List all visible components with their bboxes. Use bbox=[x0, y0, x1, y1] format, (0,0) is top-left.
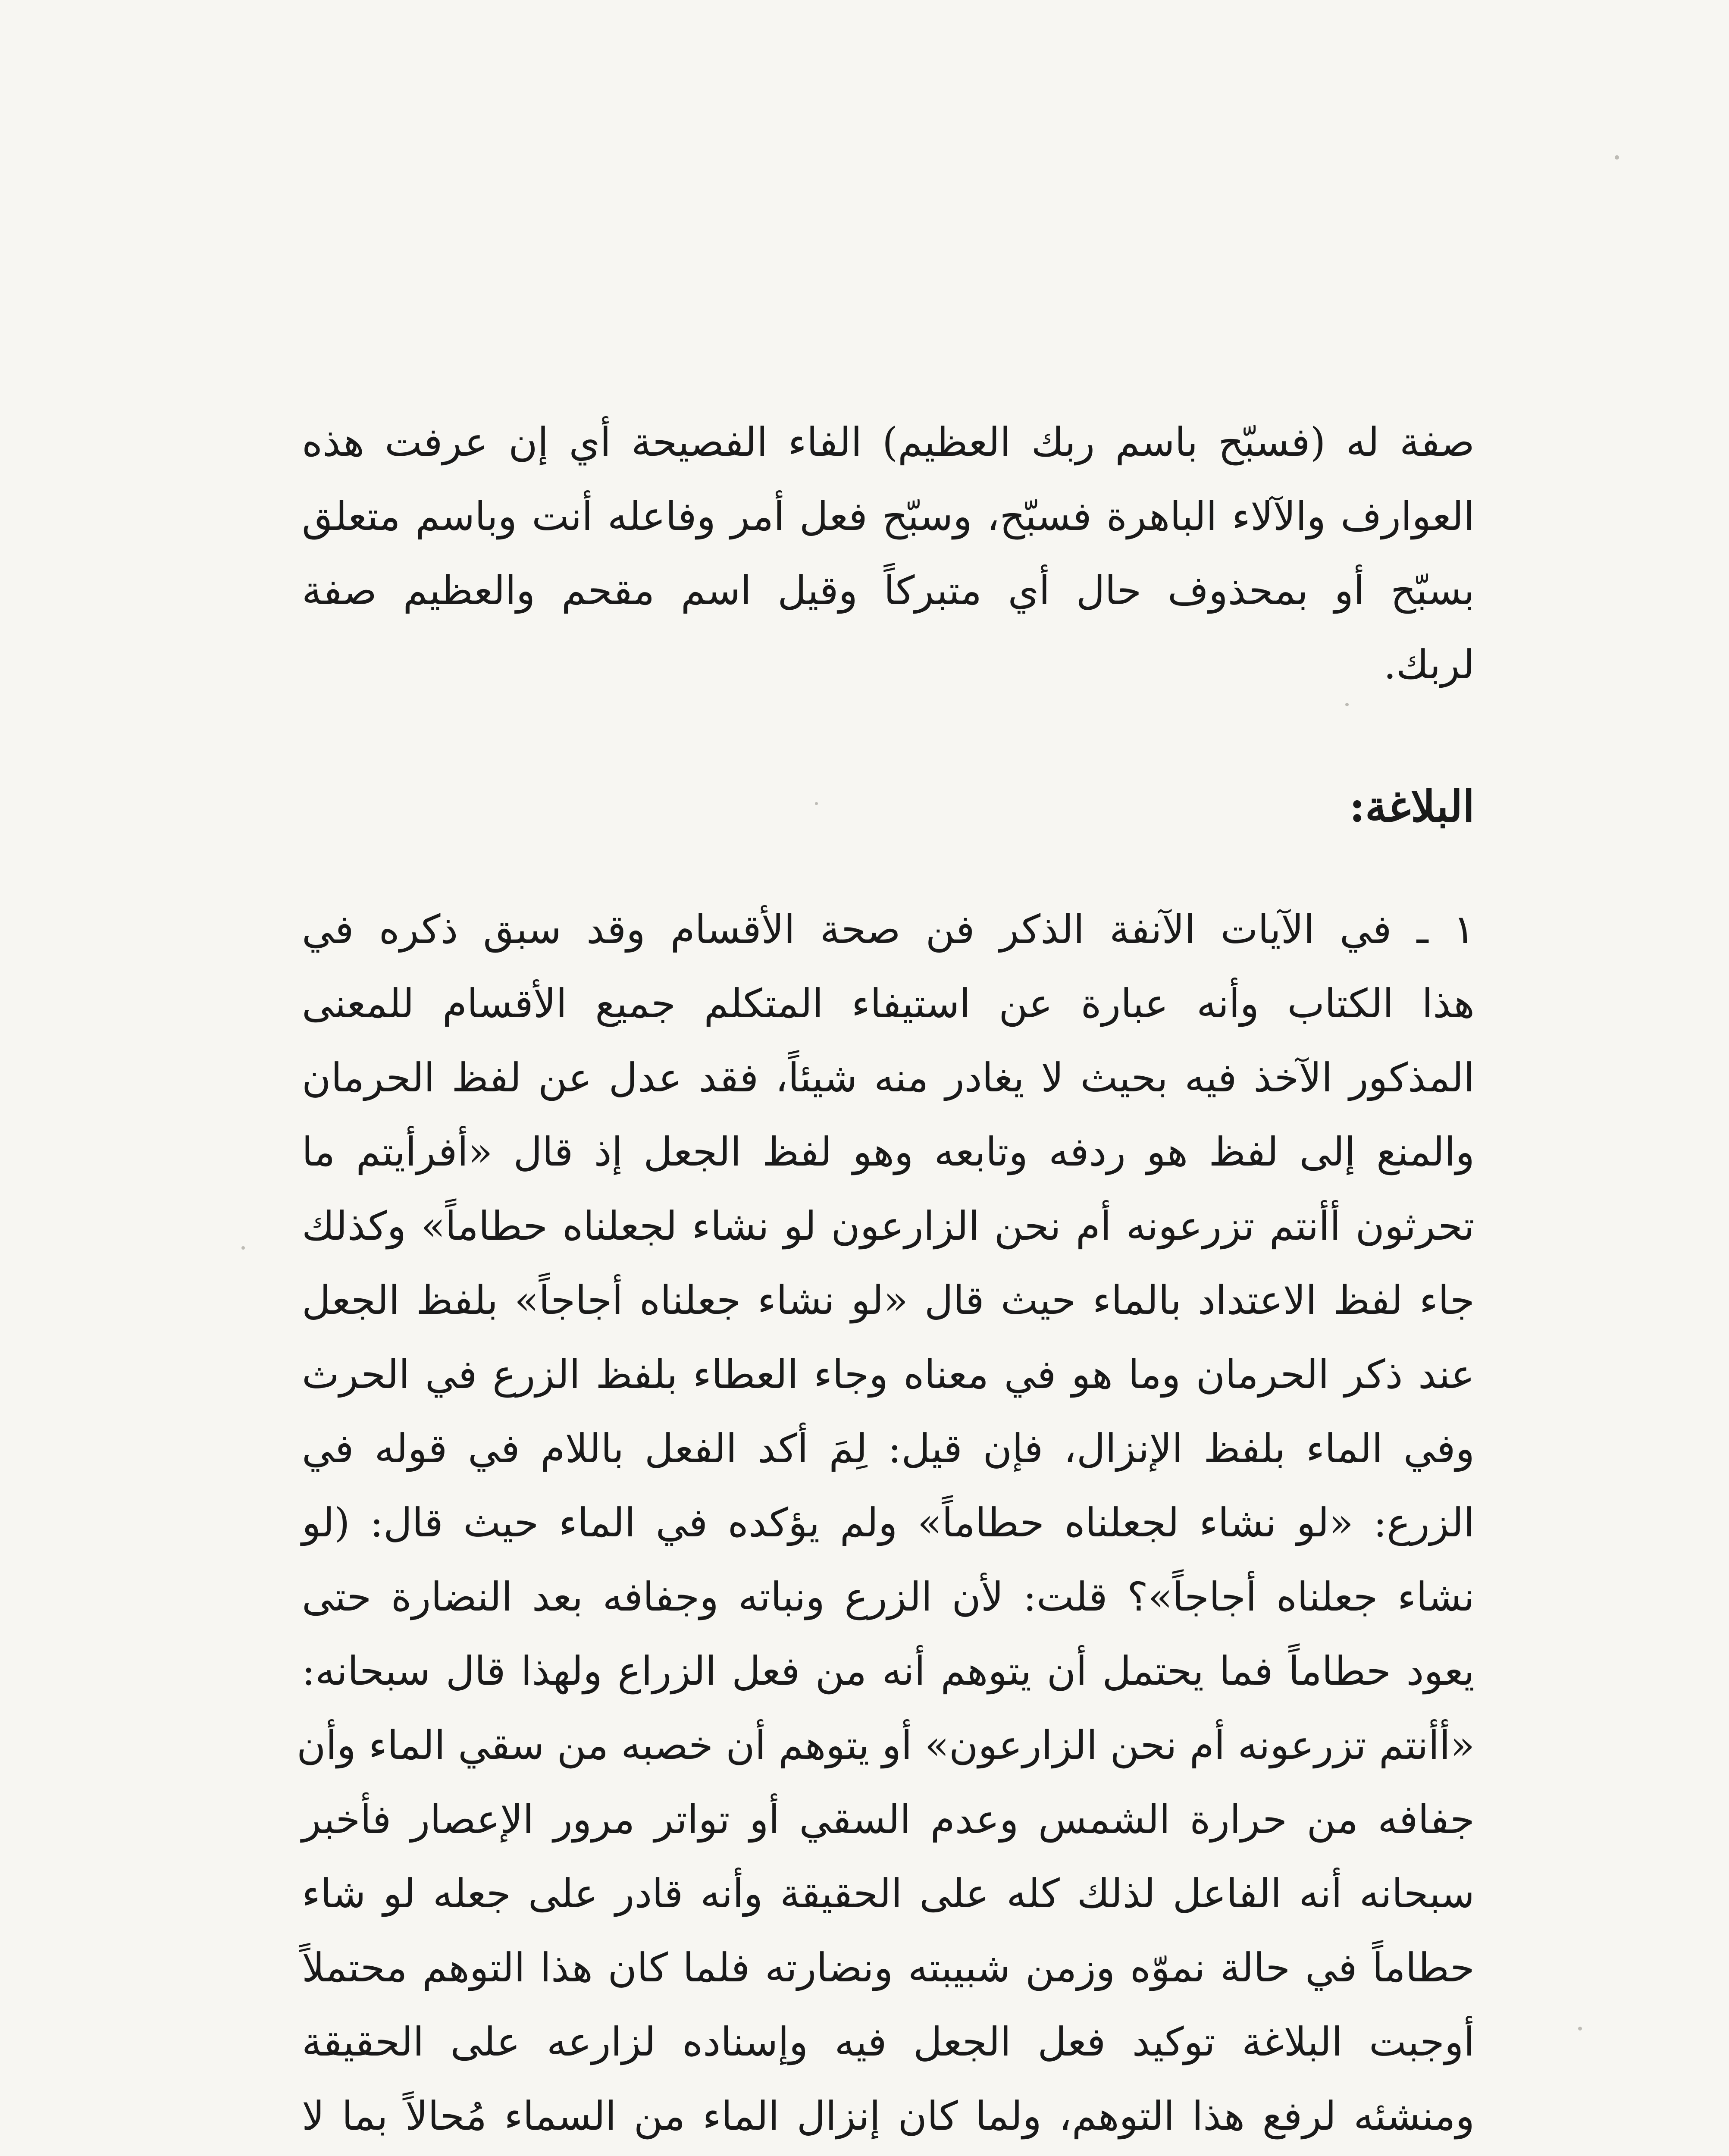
scan-speck bbox=[815, 802, 818, 805]
text-line: والمنع إلى لفظ هو ردفه وتابعه وهو لفظ الجعل إذ قال «أفرأيتم ما bbox=[302, 1129, 1475, 1175]
text-line: جاء لفظ الاعتداد بالماء حيث قال «لو نشاء جعلناه أجاجاً» بلفظ الجعل bbox=[302, 1277, 1475, 1323]
text-line: المذكور الآخذ فيه بحيث لا يغادر منه شيئاً، فقد عدل عن لفظ الحرمان bbox=[302, 1055, 1475, 1101]
text-line: تحرثون أأنتم تزرعونه أم نحن الزارعون لو نشاء لجعلناه حطاماً» وكذلك bbox=[302, 1203, 1475, 1249]
text-line: جفافه من حرارة الشمس وعدم السقي أو تواتر مرور الإعصار فأخبر bbox=[302, 1796, 1475, 1843]
text-line: سبحانه أنه الفاعل لذلك كله على الحقيقة وأنه قادر على جعله لو شاء bbox=[302, 1871, 1475, 1917]
scan-speck bbox=[1615, 155, 1619, 160]
section-heading: البلاغة: bbox=[1349, 781, 1475, 832]
text-line: بسبّح أو بمحذوف حال أي متبركاً وقيل اسم مقحم والعظيم صفة bbox=[302, 567, 1475, 614]
intro-paragraph bbox=[302, 405, 1475, 702]
scan-speck bbox=[1578, 2027, 1582, 2031]
text-line: الزرع: «لو نشاء لجعلناه حطاماً» ولم يؤكده في الماء حيث قال: (لو bbox=[302, 1500, 1475, 1546]
text-line: عند ذكر الحرمان وما هو في معناه وجاء العطاء بلفظ الزرع في الحرث bbox=[302, 1351, 1475, 1398]
text-line: «أأنتم تزرعونه أم نحن الزارعون» أو يتوهم أن خصبه من سقي الماء وأن bbox=[297, 1722, 1475, 1768]
text-line: العوارف والآلاء الباهرة فسبّح، وسبّح فعل أمر وفاعله أنت وباسم متعلق bbox=[302, 493, 1475, 539]
text-line: أوجبت البلاغة توكيد فعل الجعل فيه وإسناده لزارعه على الحقيقة bbox=[302, 2019, 1475, 2065]
text-line: ١ ـ في الآيات الآنفة الذكر فن صحة الأقسام وقد سبق ذكره في bbox=[302, 906, 1475, 953]
text-line bbox=[302, 2153, 1475, 2156]
text-line: وفي الماء بلفظ الإنزال، فإن قيل: لِمَ أكد الفعل باللام في قوله في bbox=[302, 1426, 1475, 1472]
text-line: ومنشئه لرفع هذا التوهم، ولما كان إنزال الماء من السماء مُحالاً بما لا bbox=[302, 2093, 1475, 2139]
text-line: نشاء جعلناه أجاجاً»؟ قلت: لأن الزرع ونباته وجفافه بعد النضارة حتى bbox=[302, 1574, 1475, 1620]
scan-speck bbox=[1345, 703, 1349, 706]
text-line: يعود حطاماً فما يحتمل أن يتوهم أنه من فعل الزراع ولهذا قال سبحانه: bbox=[302, 1648, 1475, 1694]
body-paragraph bbox=[297, 893, 1475, 2156]
text-line: هذا الكتاب وأنه عبارة عن استيفاء المتكلم جميع الأقسام للمعنى bbox=[302, 981, 1475, 1027]
text-line: حطاماً في حالة نموّه وزمن شبيبته ونضارته فلما كان هذا التوهم محتملاً bbox=[302, 1945, 1475, 1991]
text-line: صفة له (فسبّح باسم ربك العظيم) الفاء الفصيحة أي إن عرفت هذه bbox=[302, 419, 1475, 465]
scan-speck bbox=[241, 1246, 245, 1250]
text-line: لربك. bbox=[1383, 642, 1475, 688]
